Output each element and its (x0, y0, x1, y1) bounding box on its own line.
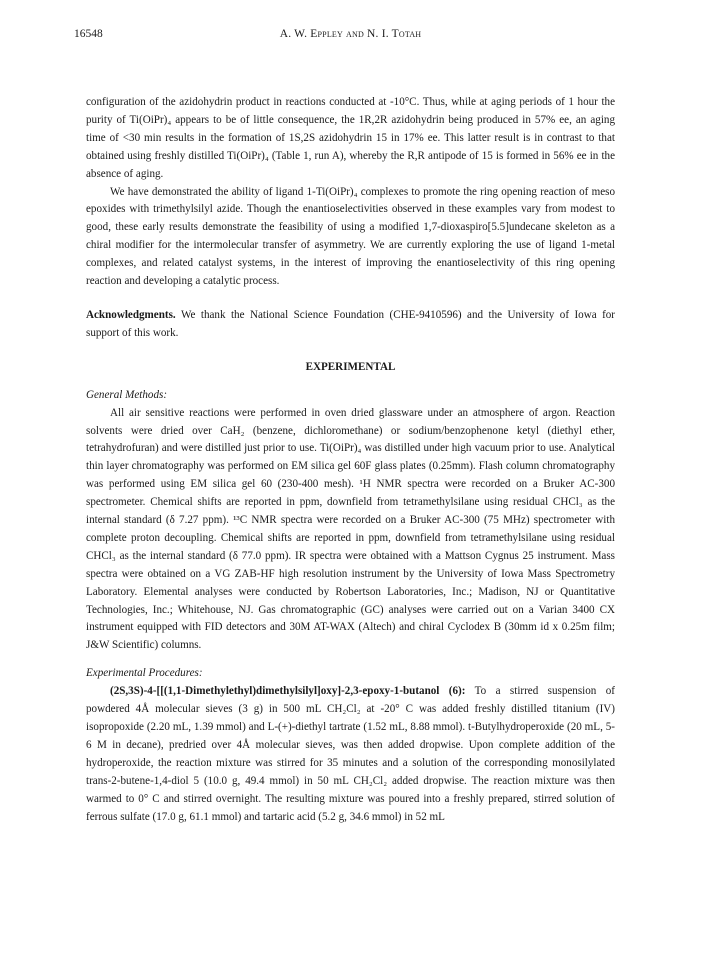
subheading-general-methods: General Methods: (86, 388, 168, 401)
section-heading-experimental: EXPERIMENTAL (305, 360, 396, 373)
procedure-text: To a stirred suspension of powdered 4Å molecular sieves (3 g) in 500 mL CH₂Cl₂ at -20° C was added freshly distilled titanium (IV) isopropoxide (2.20 mL, 1.39 mmol) and L-(+)-diethyl tartrate (1.52 mL, 8.88 mmol). t-Butylhydroperoxide (20 mL, 5-6 M in decane), predried over 4Å molecular sieves, was then added dropwise. Upon complete addition of the hydroperoxide, the reaction mixture was stirred for 35 minutes and a solution of the corresponding monosilylated trans-2-butene-1,4-diol 5 (10.0 g, 49.4 mmol) in 50 mL CH₂Cl₂ added dropwise. The reaction mixture was then warmed to 0° C and stirred overnight. The resulting mixture was poured into a freshly prepared, stirred solution of ferrous sulfate (17.0 g, 61.1 mmol) and tartaric acid (5.2 g, 34.6 mmol) in 52 mL (86, 685, 615, 823)
paragraph-general-methods: All air sensitive reactions were performed in oven dried glassware under an atmosphere of argon. Reaction solvents were dried over CaH₂ (benzene, dichloromethane) or sodium/benzophenone ketyl (diethyl ether, tetrahydrofuran) and were distilled just prior to use. Ti(OiPr)₄ was distilled under high vacuum prior to use. Analytical thin layer chromatography was performed on EM silica gel 60F glass plates (0.25mm). Flash column chromatography was performed using EM silica gel 60 (230-400 mesh). ¹H NMR spectra were recorded on a Bruker AC-300 spectrometer. Chemical shifts are reported in ppm, downfield from tetramethylsilane using residual CHCl₃ as the internal standard (δ 7.27 ppm). ¹³C NMR spectra were recorded on a Bruker AC-300 (75 MHz) spectrometer with complete proton decoupling. Chemical shifts are reported in ppm, downfield from tetramethylsilane using residual CHCl₃ as the internal standard (δ 77.0 ppm). IR spectra were obtained with a Mattson Cygnus 25 instrument. Mass spectra were obtained on a VG ZAB-HF high resolution instrument by the University of Iowa Mass Spectrometry Laboratory. Elemental analyses were conducted by Robertson Laboratories, Inc.; Madison, NJ or Quantitative Technologies, Inc.; Whitehouse, NJ. Gas chromatographic (GC) analyses were carried out on a Varian 3400 CX instrument equipped with FID detectors and 30M AT-WAX (Altech) and chiral Cyclodex B (30mm id x 0.25m film; J&W Scientific) columns. (86, 406, 615, 652)
acknowledgments-label: Acknowledgments. (86, 308, 176, 321)
body-text (86, 94, 615, 826)
page-number: 16548 (74, 28, 103, 40)
compound-name: (2S,3S)-4-[[(1,1-Dimethylethyl)dimethylsilyl]oxy]-2,3-epoxy-1-butanol (6): (110, 685, 466, 698)
paragraph-conclusion: We have demonstrated the ability of ligand 1-Ti(OiPr)₄ complexes to promote the ring opening reaction of meso epoxides with trimethylsilyl azide. Though the enantioselectivities observed in these examples vary from modest to good, these early results demonstrate the feasibility of using a modified 1,7-dioxaspiro[5.5]undecane skeleton as a chiral modifier for the intermolecular transfer of asymmetry. We are currently exploring the use of ligand 1-metal complexes, and related catalyst systems, in the interest of improving the enantioselectivity of this ring opening reaction and developing a catalytic process. (86, 185, 615, 288)
subheading-experimental-procedures: Experimental Procedures: (86, 667, 203, 680)
running-head-authors: A. W. Eppley and N. I. Totah (279, 28, 422, 40)
paragraph-procedure-6 (86, 683, 615, 826)
page-header (74, 28, 627, 44)
paragraph-aging: configuration of the azidohydrin product in reactions conducted at -10°C. Thus, while at aging periods of 1 hour the purity of Ti(OiPr)₄ appears to be of little consequence, the 1R,2R azidohydrin being produced in 57% ee, an aging time of <30 min results in the formation of 1S,2S azidohydrin 15 in 17% ee. This latter result is in contrast to that obtained using freshly distilled Ti(OiPr)₄ (Table 1, run A), whereby the R,R antipode of 15 is formed in 56% ee in the absence of aging. (86, 96, 615, 180)
acknowledgments (86, 307, 615, 343)
acknowledgments-text: We thank the National Science Foundation (CHE-9410596) and the University of Iowa for support of this work. (86, 308, 616, 339)
